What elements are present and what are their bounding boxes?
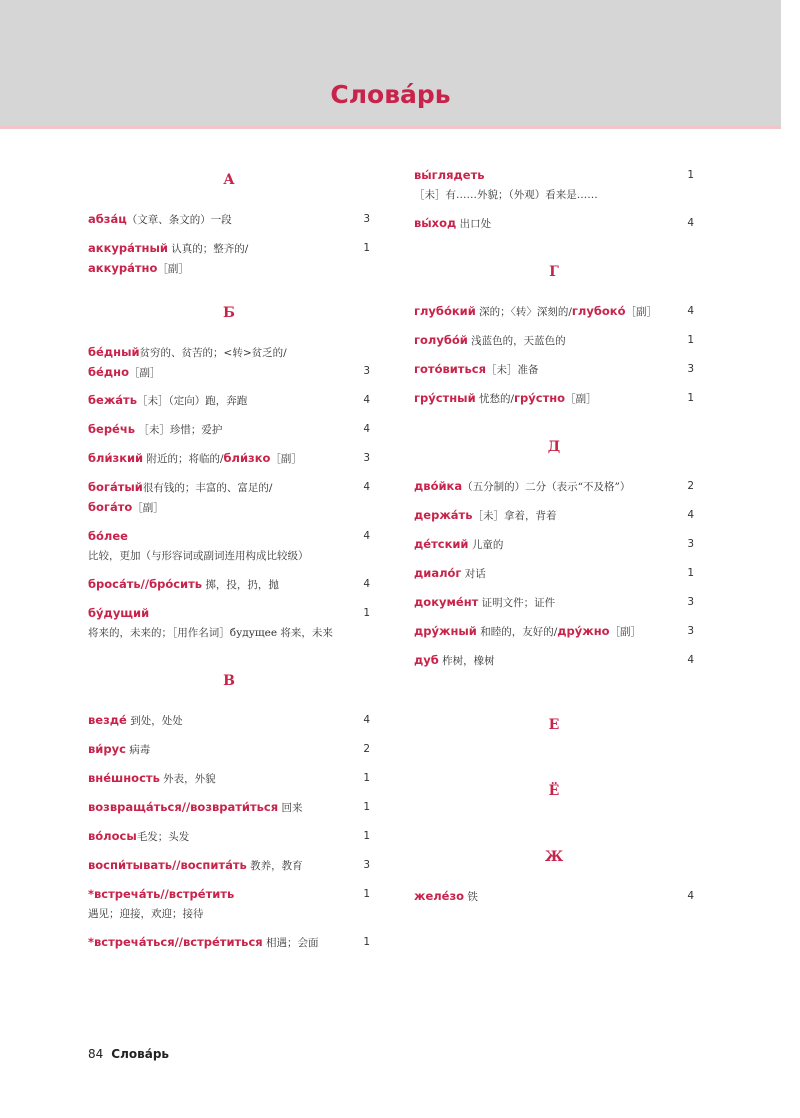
entry-word: бли́зкий (88, 451, 144, 465)
entry-definition-adverb: ［副］ (132, 502, 164, 514)
entry-bolee (88, 527, 370, 566)
entry-word: дво́йка (414, 479, 463, 493)
entry-glubokiy (414, 302, 694, 322)
entry-vstrechatsya (88, 933, 370, 953)
entry-bedny (88, 343, 370, 383)
page-number: 84 (88, 1047, 104, 1061)
section-letter-d: Д (547, 439, 561, 455)
entry-derzhat (414, 506, 694, 526)
page-header (0, 0, 781, 129)
entry-word: вы́глядеть (414, 168, 485, 182)
entry-vyglyadet (414, 166, 694, 205)
entry-dub (414, 651, 694, 671)
entry-word: желе́зо (414, 889, 465, 903)
entry-lesson-number: 3 (687, 596, 694, 608)
entry-word: бе́дный (88, 345, 140, 359)
entry-definition: ［未］准备 (485, 364, 539, 376)
entry-word: аккура́тный (88, 241, 168, 255)
entry-definition: ［未］珍惜；爱护 (135, 424, 223, 436)
entry-word: бу́дущий (88, 606, 150, 620)
entry-definition: 很有钱的；丰富的、富足的/ (142, 482, 273, 494)
footer-title: Слова́рь (111, 1047, 169, 1061)
section-letter-zh: Ж (544, 849, 564, 865)
entry-definition: 回来 (278, 802, 303, 814)
entry-word: бежа́ть (88, 393, 137, 407)
entry-definition: （文章、条文的）一段 (126, 214, 232, 226)
entry-definition: 教养，教育 (246, 860, 303, 872)
entry-word: бога́тый (88, 480, 143, 494)
entry-lesson-number: 1 (687, 334, 694, 346)
entry-vospityvat (88, 856, 370, 876)
entry-vezde (88, 711, 370, 731)
entry-abzats (88, 210, 370, 230)
entry-lesson-number: 4 (687, 217, 694, 229)
section-letter-v: В (223, 673, 235, 689)
entry-definition: 毛发；头发 (136, 831, 190, 843)
entry-dvoyka (414, 477, 694, 497)
entry-definition: 柞树，橡树 (438, 655, 495, 667)
entry-lesson-number: 3 (363, 213, 370, 225)
entry-definition: 铁 (464, 891, 478, 903)
right-column (414, 166, 694, 907)
entry-word-adverb: гру́стно (514, 391, 566, 405)
entry-word-adverb: дру́жно (557, 624, 610, 638)
entry-lesson-number: 4 (687, 890, 694, 902)
section-letter-g: Г (549, 264, 559, 280)
entry-word-adverb: бе́дно (88, 365, 129, 379)
entry-lesson-number: 3 (363, 859, 370, 871)
entry-word: дру́жный (414, 624, 477, 638)
entry-word: голубо́й (414, 333, 468, 347)
entry-word: броса́ть//бро́сить (88, 577, 203, 591)
entry-lesson-number: 4 (363, 481, 370, 493)
entry-definition: （五分制的）二分（表示“不及格”） (462, 481, 631, 493)
entry-lesson-number: 3 (687, 538, 694, 550)
entry-dialog (414, 564, 694, 584)
section-letter-yo: Ё (548, 783, 560, 799)
entry-definition-adverb: ［副］ (157, 263, 189, 275)
section-letter-e: Е (548, 717, 560, 733)
entry-word: бо́лее (88, 529, 128, 543)
entry-word: абза́ц (88, 212, 127, 226)
entry-word: *встреча́ться//встре́титься (88, 935, 263, 949)
entry-lesson-number: 1 (363, 772, 370, 784)
entry-lesson-number: 3 (363, 452, 370, 464)
entry-word: вне́шность (88, 771, 160, 785)
left-column (88, 166, 370, 953)
entry-definition: 到处，处处 (126, 715, 183, 727)
entry-word: докуме́нт (414, 595, 479, 609)
entry-definition-adverb: ［副］ (625, 306, 657, 318)
entry-definition: ［未］（定向）跑，奔跑 (136, 395, 248, 407)
entry-definition: 证明文件；证件 (478, 597, 556, 609)
entry-vozvrashchatsya (88, 798, 370, 818)
entry-definition: 认真的；整齐的/ (167, 243, 249, 255)
entry-definition-adverb: ［副］ (565, 393, 597, 405)
entry-lesson-number: 4 (687, 654, 694, 666)
entry-bezhat (88, 391, 370, 411)
entry-definition: 相遇；会面 (262, 937, 319, 949)
entry-word: дуб (414, 653, 439, 667)
entry-lesson-number: 3 (363, 365, 370, 377)
entry-lesson-number: 4 (363, 394, 370, 406)
entry-word: диало́г (414, 566, 462, 580)
entry-word: во́лосы (88, 829, 137, 843)
entry-druzhny (414, 622, 694, 642)
entry-gotovitsya (414, 360, 694, 380)
page-title: Слова́рь (330, 80, 451, 109)
entry-detsky (414, 535, 694, 555)
entry-definition: 遇见；迎接，欢迎；接待 (88, 908, 204, 920)
entry-berech (88, 420, 370, 440)
entry-lesson-number: 4 (687, 305, 694, 317)
entry-word: гру́стный (414, 391, 476, 405)
entry-lesson-number: 1 (687, 169, 694, 181)
entry-word: возвраща́ться//возврати́ться (88, 800, 279, 814)
entry-word: де́тский (414, 537, 469, 551)
entry-definition: 浅蓝色的，天蓝色的 (467, 335, 566, 347)
entry-volosy (88, 827, 370, 847)
entry-vneshnost (88, 769, 370, 789)
entry-goluboy (414, 331, 694, 351)
entry-word: ви́рус (88, 742, 126, 756)
entry-definition: 对话 (461, 568, 486, 580)
entry-lesson-number: 4 (363, 578, 370, 590)
entry-word: держа́ть (414, 508, 473, 522)
section-letter-a: А (223, 172, 235, 188)
entry-vstrechat (88, 885, 370, 924)
entry-definition: 比较，更加（与形容词或副词连用构成比较级） (88, 550, 309, 562)
entry-definition: ［未］有……外貌；（外观）看来是…… (414, 189, 598, 201)
entry-lesson-number: 2 (687, 480, 694, 492)
entry-brosat (88, 575, 370, 595)
entry-dokument (414, 593, 694, 613)
entry-akkuratny (88, 239, 370, 279)
entry-definition-adverb: ［副］ (128, 367, 161, 379)
entry-definition: 病毒 (125, 744, 151, 756)
entry-lesson-number: 3 (687, 625, 694, 637)
entry-word-adverb: глубоко́ (571, 304, 626, 318)
entry-word: вы́ход (414, 216, 457, 230)
entry-definition: 忧愁的/ (475, 393, 515, 405)
entry-lesson-number: 1 (687, 567, 694, 579)
entry-lesson-number: 1 (363, 888, 370, 900)
entry-blizky (88, 449, 370, 469)
entry-vykhod (414, 214, 694, 234)
entry-definition-adverb: ［副］ (270, 453, 302, 465)
entry-definition: 贫穷的、贫苦的；<转>贫乏的/ (139, 347, 287, 359)
entry-virus (88, 740, 370, 760)
entry-definition: ［未］拿着，背着 (472, 510, 557, 522)
entry-lesson-number: 1 (687, 392, 694, 404)
entry-grustny (414, 389, 694, 409)
entry-lesson-number: 1 (363, 801, 370, 813)
entry-lesson-number: 2 (363, 743, 370, 755)
entry-word: воспи́тывать//воспита́ть (88, 858, 247, 872)
entry-lesson-number: 1 (363, 242, 370, 254)
entry-definition: 儿童的 (468, 539, 504, 551)
entry-definition: 掷，投，扔，抛 (202, 579, 279, 591)
entry-definition: 出口处 (456, 218, 492, 230)
entry-lesson-number: 4 (363, 423, 370, 435)
entry-definition: 和睦的，友好的/ (476, 626, 558, 638)
entry-lesson-number: 4 (687, 509, 694, 521)
entry-definition: 深的；〈转〉深刻的/ (475, 306, 572, 318)
page-footer (88, 1047, 169, 1061)
entry-lesson-number: 1 (363, 936, 370, 948)
entry-word-adverb: аккура́тно (88, 261, 158, 275)
entry-lesson-number: 1 (363, 607, 370, 619)
entry-word: *встреча́ть//встре́тить (88, 887, 235, 901)
entry-word: бере́чь (88, 422, 136, 436)
entry-word-adverb: бога́то (88, 500, 133, 514)
section-letter-b: Б (223, 305, 235, 321)
entry-lesson-number: 4 (363, 714, 370, 726)
entry-lesson-number: 1 (363, 830, 370, 842)
entry-bogaty (88, 478, 370, 518)
entry-lesson-number: 4 (363, 530, 370, 542)
entry-definition: 附近的；将临的/ (143, 453, 224, 465)
entry-word: гото́виться (414, 362, 486, 376)
entry-zhelezo (414, 887, 694, 907)
entry-word: везде́ (88, 713, 127, 727)
entry-definition: 将来的，未来的；［用作名词］будущее 将来，未来 (88, 627, 333, 639)
entry-definition: 外表，外貌 (159, 773, 216, 785)
entry-definition-adverb: ［副］ (609, 626, 642, 638)
entry-word-adverb: бли́зко (223, 451, 271, 465)
entry-word: глубо́кий (414, 304, 476, 318)
entry-lesson-number: 3 (687, 363, 694, 375)
entry-budushchy (88, 604, 370, 643)
